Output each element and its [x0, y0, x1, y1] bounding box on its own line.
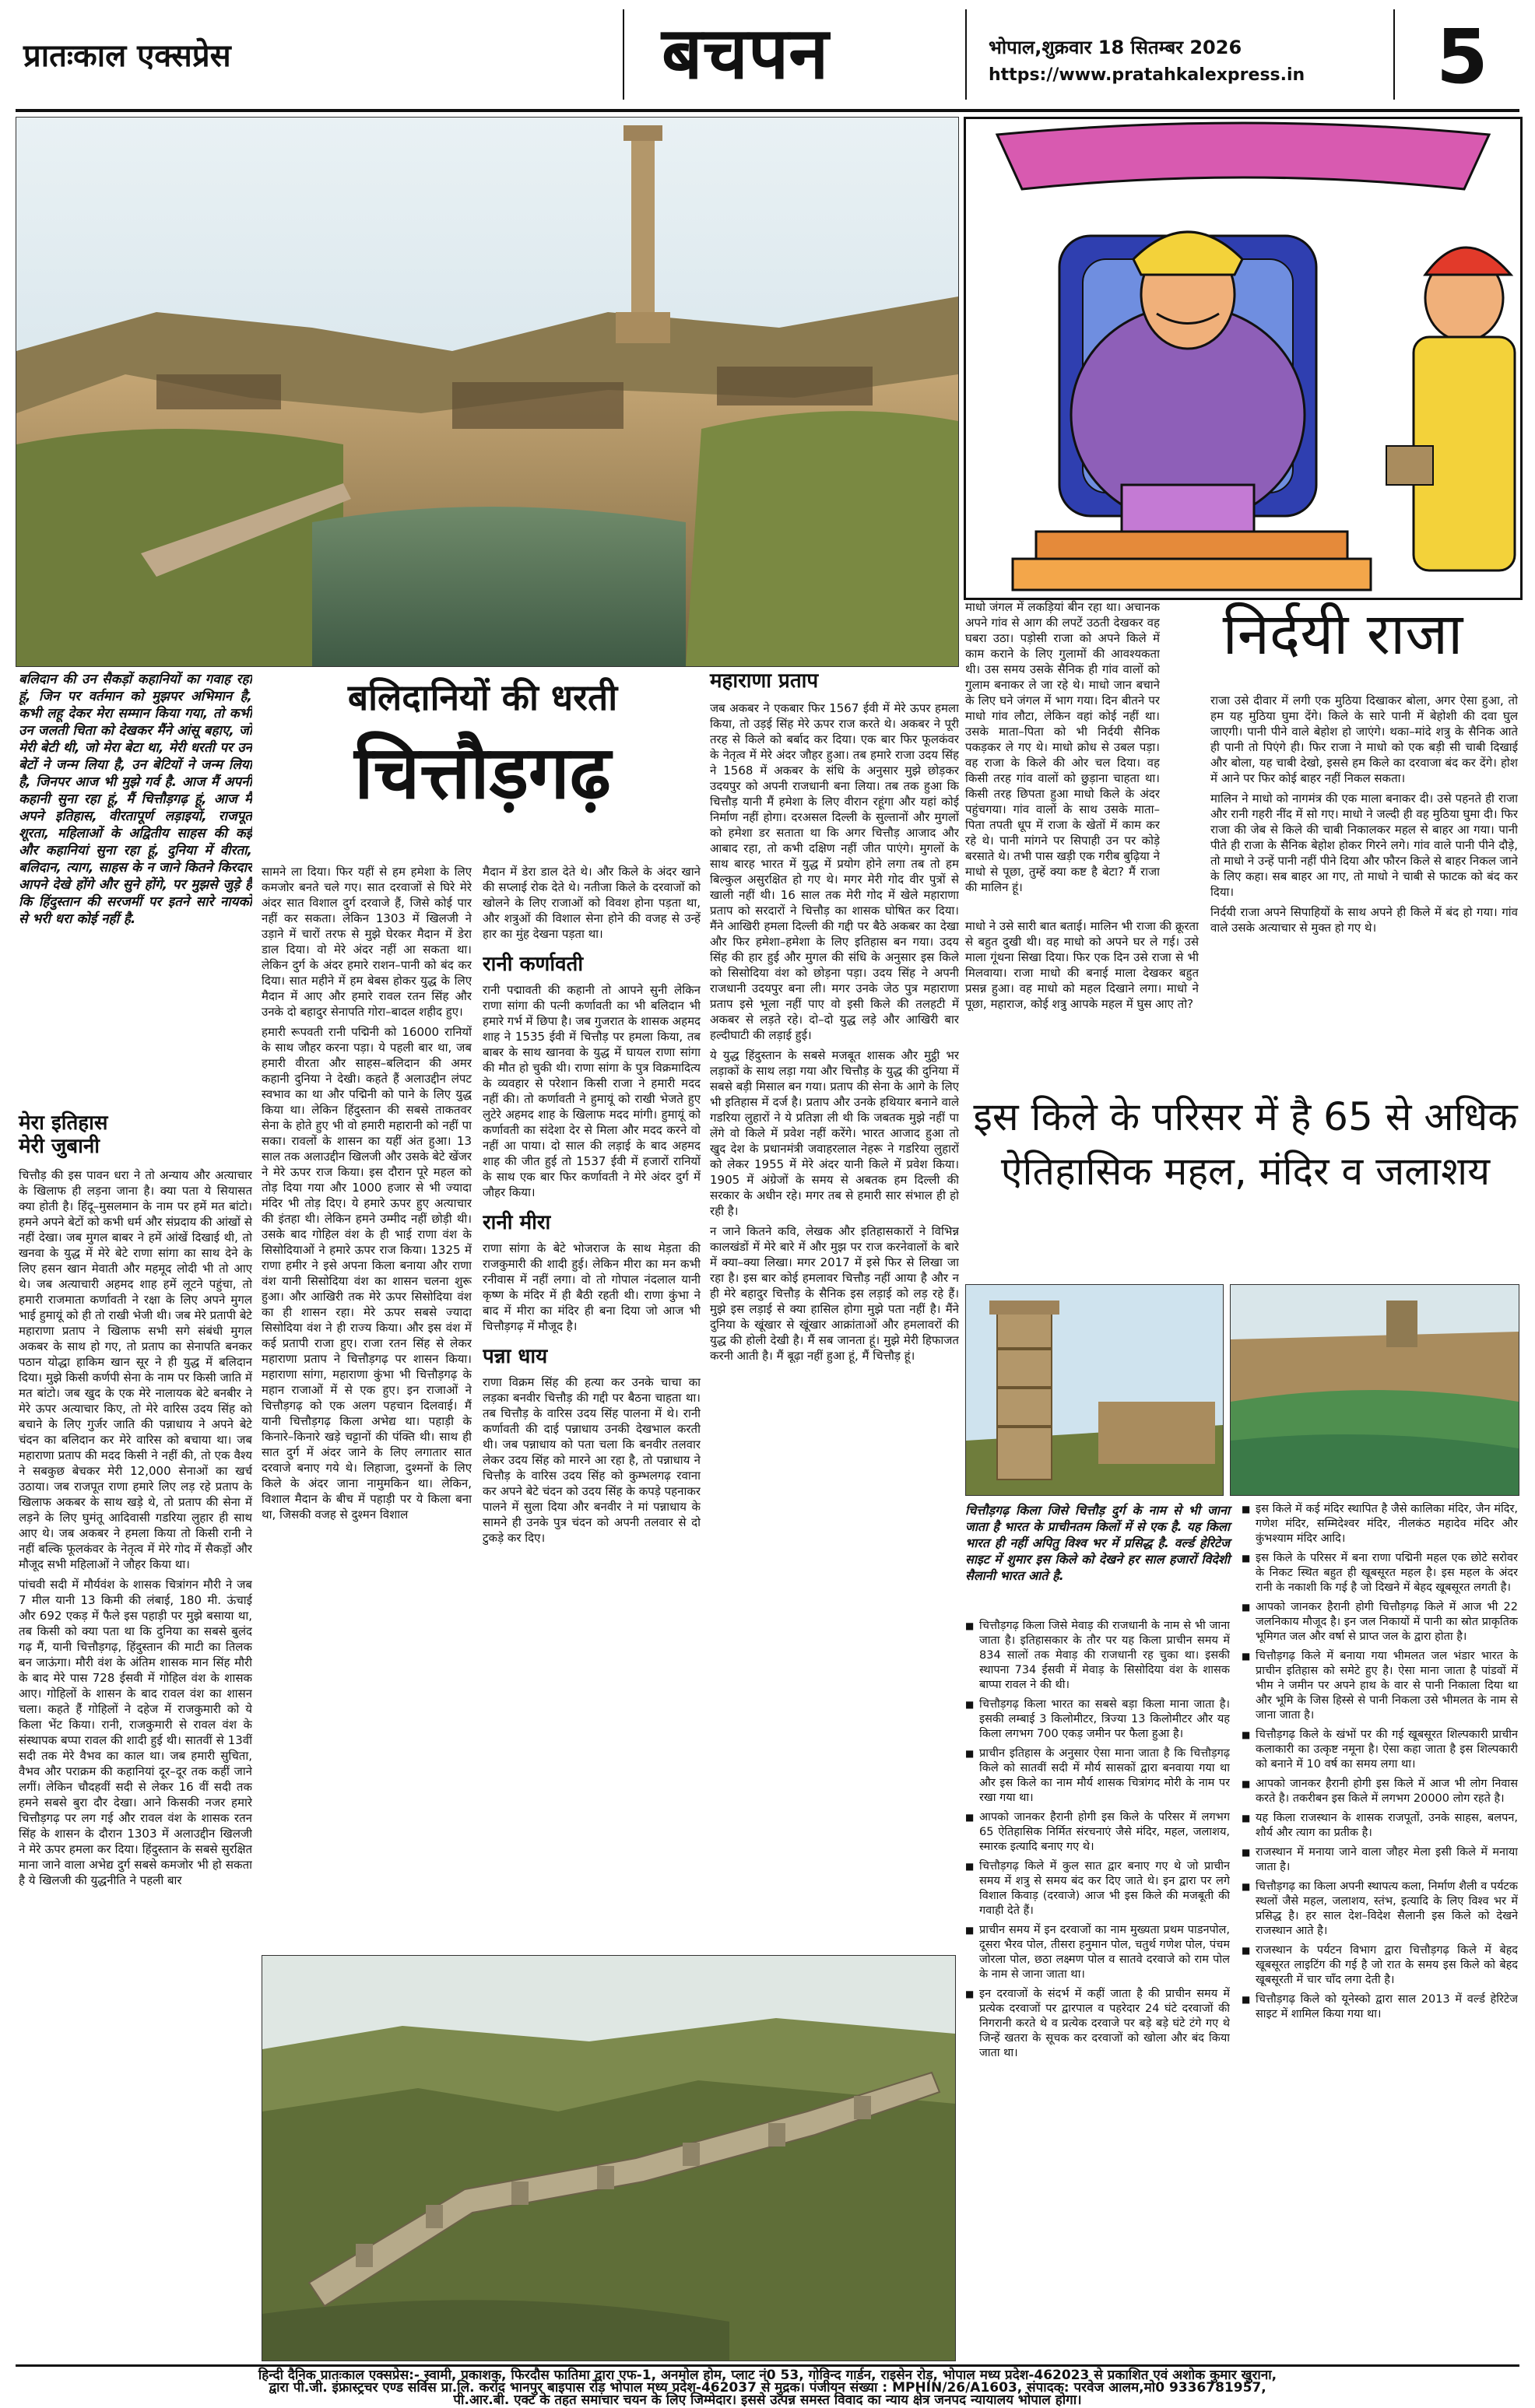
nirdayi-col3	[1210, 693, 1518, 1129]
imprint-line-3: पी.आर.बी. एक्ट के तहत समाचार चयन के लिए जिम्मेदार। इससे उत्पन्न समस्त विवाद का न्याय क्षेत्र जनपद न्यायालय भोपाल होगा।	[453, 2392, 1082, 2408]
fact-left-item: ■ चित्तौड़गढ़ किले में कुल सात द्वार बनाए गए थे जो प्राचीन समय में शत्रु से समय बंद कर दिए जाते थे। इन द्वारा पर लगे विशाल किवाड़ (दरवाजे) आज भी इस किले की मजबूती की गवाही देते हैं।	[965, 1859, 1230, 1918]
website-link[interactable]: https://www.pratahkalexpress.in	[989, 65, 1305, 85]
text-panna-dhay: राणा विक्रम सिंह की हत्या कर उनके चाचा का लड़का बनवीर चित्तौड़ की गद्दी पर बैठना चाहता था। तब चित्तौड़ के वारिस उदय सिंह पालना में थे। रानी कर्णावती की दाई पन्नाधाय उनकी देखभाल करती थी। जब पन्नाधाय को पता चला कि बनवीर तलवार लेकर उदय सिंह को मारने आ रहा है, तो पन्नाधाय ने चित्तौड़ के वारिस उदय सिंह को कुम्भलगढ़ रवाना कर अपने बेटे चंदन को उदय सिंह के कपड़े पहनाकर पालने में सुला दिया और बनवीर ने मां पन्नाधाय के सामने ही उनके पुत्र चंदन को अपनी तलवार से दो टुकड़े कर दिए।	[483, 1375, 701, 1545]
fact-right-item: ■ चित्तौड़गढ़ किले में बनाया गया भीमलत जल भंडार भारत के प्राचीन इतिहास को समेटे हुए है। ऐसा माना जाता है पांडवों में भीम ने जमीन पर अपने हाथ के वार से पानी निकाला दिया था और भूमि के जिस हिस्से से पानी निकला उसे भीमलत के नाम से जाना जाता है।	[1242, 1649, 1518, 1723]
fact-right-item: ■ इस किले के परिसर में बना राणा पद्मिनी महल एक छोटे सरोवर के निकट स्थित बहुत ही खूबसूरत महल है। इस महल के अंदर रानी के नकाशी कि गई है जो दिखने में बेहद खूबसूरत लगती है।	[1242, 1551, 1518, 1595]
imprint-line-1: हिन्दी दैनिक प्रातःकाल एक्सप्रेस:- स्वामी, प्रकाशक, फिरदौस फातिमा द्वारा एफ-1, अनमोल होम, प्लाट नं0 53, गोविन्द गार्डन, राइसेन रोड़, भोपाल मध्य प्रदेश-462023 से प्रकाशित एवं अशोक कुमार खुराना,	[258, 2368, 1277, 2383]
text-rani-karnavati: रानी पद्मावती की कहानी तो आपने सुनी लेकिन राणा सांगा की पत्नी कर्णावती का भी बलिदान भी हमारे गर्भ में छिपा है। जब गुजरात के शासक अहमद शाह ने 1535 ईवी में चित्तौड़ पर हमला किया, तब बाबर के साथ खानवा के युद्ध में घायल राणा सांगा की मौत हो चुकी थी। राणा सांगा के पुत्र विक्रमादित्य के व्यवहार से परेशान किसी राजा ने हमारी मदद नहीं की। तो कर्णावती ने हुमायूं को राखी भेजते हुए लुटेरे अहमद शाह के खिलाफ मदद मांगी। हुमायूं को कर्णावती का संदेशा देर से मिला और मदद करने वो नहीं आ पाया। दो साल की लड़ाई के बाद अहमद शाह की जीत हुई तो 1537 ईवी में हजारों रानियों के साथ एक बार फिर कर्णावती ने मेरे अंदर दुर्ग में जौहर किया।	[483, 983, 701, 1199]
story-left-subhead: मेरा इतिहास मेरी जुबानी	[19, 1111, 108, 1158]
fact-left-item: ■ इन दरवाजों के संदर्भ में कहीं जाता है की प्राचीन समय में प्रत्येक दरवाजों पर द्वारपाल व पहरेदार 24 घंटे दरवाजों की निगरानी करते थे व प्रत्येक दरवाजे पर बड़े बड़े घंटे टंगे गए थे जिन्हें खतरा के सूचक कर दरवाजों को खोला और बंद किया जाता था।	[965, 1987, 1230, 2061]
fort-headline: इस किले के परिसर में है 65 से अधिक ऐतिहासिक महल, मंदिर व जलाशय	[973, 1094, 1518, 1194]
fact-list-left	[965, 1619, 1230, 2366]
nirdayi-col3-p2: मालिन ने माधो को नागमंत्र की एक माला बनाकर दी। उसे पहनते ही राजा और रानी गहरी नींद में सो गए। माधो ने जल्दी ही वह मुठिया घुमा दी। फिर राजा की जेब से किले की चाबी निकालकर महल से बाहर आ गया। पानी पीते ही राजा के सैनिक बेहोश होकर गिरने लगे। गांव वाले पानी पीने दौड़े, तो माधो ने उन्हें पानी नहीं पीने दिया और फौरन किले से बाहर निकल जाने के लिए कहा। सब बाहर आ गए, तो माधो ने चाबी से फाटक को बंद कर दिया।	[1210, 792, 1518, 899]
subhead-rani-meera: रानी मीरा	[483, 1211, 551, 1234]
story-pratap-p2: ये युद्ध हिंदुस्तान के सबसे मजबूत शासक और मुट्ठी भर लड़ाकों के साथ लड़ा गया और चित्तौड़ के युद्ध की दुनिया में सबसे बड़ी मिसाल बन गया। प्रताप की सेना के आगे के लिए भी इतिहास में दर्ज है। प्रताप और उनके हथियार बनाने वाले गडरिया लुहारों ने ये प्रतिज्ञा ली थी कि जबतक मुझे नहीं पा लेंगे वो किले में प्रवेश नहीं करेंगे। भारत आजाद हुआ तो खुद देश के प्रधानमंत्री जवाहरलाल नेहरू ने गडरिया लुहारों को लेकर 1955 में मेरे अंदर यानी किले में प्रवेश किया। 1905 में अंग्रेजों के समय से अबतक हम दिल्ली की सरकार के अधीन रहे। मगर तब से हमारी सार संभाल ही हो रही है।	[710, 1048, 959, 1218]
story-left-column	[19, 1167, 252, 2366]
victory-tower-photo	[965, 1284, 1224, 1496]
fact-left-item: ■ आपको जानकर हैरानी होगी इस किले के परिसर में लगभग 65 ऐतिहासिक निर्मित संरचनाएं जैसे मंदिर, महल, जलाशय, स्मारक इत्यादि बनाए गए थे।	[965, 1810, 1230, 1855]
fact-right-item: ■ आपको जानकर हैरानी होगी इस किले में आज भी लोग निवास करते है। तकरीबन इस किले में लगभग 20000 लोग रहते है।	[1242, 1777, 1518, 1806]
story-left-p2: पांचवी सदी में मौर्यवंश के शासक चित्रांगन मौरी ने जब 7 मील यानी 13 किमी की लंबाई, 180 मी. ऊंचाई और 692 एकड़ में फैले इस पहाड़ी पर मुझे बसाया था, तब किसी को क्या पता था कि दुनिया का सबसे बुलंद गढ़ मैं, यानी चित्तौड़गढ़, हिंदुस्तान की माटी का तिलक बन जाऊंगा। मौरी वंश के अंतिम शासक मान सिंह मौरी के बाद मेरे पास 728 ईसवी में गोहिल वंश के शासक आए। गोहिलों के शासन के बाद रावल वंश का शासन चला। कहते हैं गोहिलों ने दहेज में राजकुमारी को ये किला भेंट किया। रानी, राजकुमारी से रावल वंश के संस्थापक बप्पा रावल की शादी हुई थी। सातवीं से 13वीं सदी तक मेरे वैभव का काल था। जब हमारी सुचिता, वैभव और पराक्रम की कहानियां दूर–दूर तक कहीं जाने लगीं। लेकिन चौदहवीं सदी से लेकर 16 वीं सदी तक हमने सबसे बुरा दौर देखा। आने किसकी नजर हमारे चित्तौड़गढ़ पर लग गई और रावल वंश के शासक रतन सिंह के शासन के दौरान 1303 में अलाउद्दीन खिलजी ने मेरे ऊपर हमला कर दिया। हिंदुस्तान के सबसे सुरक्षित माना जाने वाला अभेद्य दुर्ग सबसे कमजोर भी हो सकता है ये खिलजी की युद्धनीति ने पहली बार	[19, 1578, 252, 1887]
fort-lake-photo	[1230, 1284, 1519, 1496]
fact-left-item: ■ प्राचीन समय में इन दरवाजों का नाम मुख्यता प्रथम पाडनपोल, दूसरा भैरव पोल, तीसरा हनुमान पोल, चतुर्थ गणेश पोल, पंचम जोरला पोल, छठा लक्ष्मण पोल व सातवे दरवाजे को राम पोल के नाम से जाना जाता था।	[965, 1923, 1230, 1982]
nirdayi-col3-p3: निर्दयी राजा अपने सिपाहियों के साथ अपने ही किले में बंद हो गया। गांव वाले उसके अत्याचार से मुक्त हो गए थे।	[1210, 905, 1518, 935]
story-left-p1: चित्तौड़ की इस पावन धरा ने तो अन्याय और अत्याचार के खिलाफ ही लड़ना जाना है। क्या पता ये सियासत क्या होती है। हिंदू–मुसलमान के नाम पर हमें मत बांटो। हमने अपने बेटों को कभी धर्म और संप्रदाय की आंखों से नहीं देखा। जब मुगल बाबर ने हमें आंखें दिखाई थी, तो खनवा के युद्ध में मेरे बेटे राणा सांगा का साथ देने के लिए हसन खान मेवाती और महमूद लोदी भी तो आए थे। जब अत्याचारी अहमद शाह हमें लूटने पहुंचा, तो हमारी राजमाता कर्णावती ने रक्षा के लिए अपने मुगल भाई हुमायूं को ही तो राखी भेजी थी। जब मेरे प्रतापी बेटे महाराणा प्रताप ने खिलाफ सभी सगे संबंधी मुगल अकबर के साथ हो गए, तो प्रताप का सेनापति बनकर पठान योद्धा हाकिम खान सूर ने ही युद्ध में बलिदान दिया। मुझे किसी कर्णपी सेना के नाम पर किसी जाति में मत बांटो। जब खुद के एक मेरे नालायक बेटे बनबीर ने मेरे ऊपर अत्याचार किए, तो मेरे वारिस उदय सिंह को बचाने के लिए गुर्जर जाति की पन्नाधाय ने अपने बेटे चंदन का बलिदान कर मेरे वारिस को बचाया था। जब महाराणा प्रताप की मदद किसी ने नहीं की, तो एक वैश्य ने सबकुछ बेचकर मेरी 12,000 सेनाओं का खर्च उठाया। जब राजपूत राणा हमारे लिए लड़ रहे प्रताप के खिलाफ अकबर के साथ खड़े थे, तो प्रताप की सेना में लड़ने के लिए घुमंतू आदिवासी गडरिया लुहार ही साथ आए थे। जब अकबर ने हमला किया तो किसी रानी ने नहीं बल्कि फूलकंवर के नेतृत्व में मेरे गोद में सैकड़ों और मौजूद सभी महिलाओं ने जौहर किया था।	[19, 1168, 252, 1571]
fact-left-item: ■ प्राचीन इतिहास के अनुसार ऐसा माना जाता है कि चित्तौड़गढ़ किले को सातवीं सदी में मौर्य सासकों द्वारा बनवाया गया था और इस किले का नाम मौर्य शासक चित्रांगद मोरी के नाम पर रखा गया था।	[965, 1746, 1230, 1806]
imprint-footer	[16, 2369, 1519, 2406]
story-middle-column	[262, 864, 472, 1946]
fact-right-item: ■ यह किला राजस्थान के शासक राजपूतों, उनके साहस, बलपन, शौर्य और त्याग का प्रतीक है।	[1242, 1811, 1518, 1841]
subhead-maharana-pratap: महाराणा प्रताप	[710, 669, 819, 693]
nirdayi-col3-p1: राजा उसे दीवार में लगी एक मुठिया दिखाकर बोला, अगर ऐसा हुआ, तो हम यह मुठिया घुमा देंगे। किले के सारे पानी में बेहोशी की दवा घुल जाएगी। पानी पीने वाले बेहोश हो जाएंगे। थका–मांदे शत्रु के सैनिक आते ही पानी तो पिएंगे ही। फिर राजा ने माधो को एक बड़ी सी चाबी दिखाई और बोला, यह चाबी देखो, इससे हम किले का दरवाजा बंद कर देंगे। होश में आने पर फिर कोई बाहर नहीं निकल सकता।	[1210, 693, 1518, 785]
fact-right-item: ■ चित्तौड़गढ़ का किला अपनी स्थापत्य कला, निर्माण शैली व पर्यटक स्थलों जैसे महल, जलाशय, स्तंभ, इत्यादि के लिए विश्व भर में प्रसिद्ध है। हर साल देश–विदेश सैलानी इस किले को देखने राजस्थान आते है।	[1242, 1880, 1518, 1939]
fort-wall-photo	[262, 1955, 956, 2361]
fact-left-item: ■ चित्तौड़गढ़ किला जिसे मेवाड़ की राजधानी के नाम से भी जाना जाता है। इतिहासकार के तौर पर यह किला प्राचीन समय में 834 सालों तक मेवाड़ की राजधानी रह चुका था। इसकी स्थापना 734 ईसवी में मेवाड़ के सिसोदिया वंश के शासक बाप्पा रावल ने की थी।	[965, 1619, 1230, 1693]
nirdayi-title: निर्दयी राजा	[1222, 601, 1463, 668]
nirdayi-col1: माधो जंगल में लकड़ियां बीन रहा था। अचानक अपने गांव से आग की लपटें उठती देखकर वह घबरा उठा। पड़ोसी राजा को अपने किले में काम कराने के लिए गुलामों की आवश्यकता थी। उस समय उसके सैनिक ही गांव वालों को गुलाम बनाकर ले जा रहे थे। माधो जान बचाने के लिए घने जंगल में भाग गया। दिन बीतने पर माधो गांव लौटा, लेकिन वहां कोई नहीं था। उसके माता–पिता को भी निर्दयी सैनिक पकड़कर ले गए थे। माधो क्रोध से उबल पड़ा। वह राजा के किले की ओर चल दिया। वह किसी तरह गांव वालों को छुड़ाना चाहता था। किसी तरह छिपता हुआ माधो किले के अंदर पहुंचगया। गांव वालों के साथ उसके माता–पिता तपती धूप में राजा के खेतों में काम कर रहे थे। पानी मांगने पर सिपाही उन पर कोड़े बरसाते थे। तभी पास खड़ी एक गरीब बुढ़िया ने माधो से पूछा, तुम्हें क्या कष्ट है बेटा? मैं राजा की मालिन हूं।	[965, 600, 1160, 894]
story-middle-p1: सामने ला दिया। फिर यहीं से हम हमेशा के लिए कमजोर बनते चले गए। सात दरवाजों से घिरे मेरे अंदर सात विशाल दुर्ग दरवाजे हैं, जिसे कोई पार नहीं कर सकता। लेकिन 1303 में खिलजी ने उड़ाने में चारों तरफ से मुझे घेरकर मैदान में डेरा डाल दिया। वो मेरे अंदर नहीं आ सकता था। लेकिन दुर्ग के अंदर हमारे राशन–पानी को बंद कर दिया। सात महीने में हम बेबस होकर युद्ध के लिए मैदान में आए और हमारे रावल रतन सिंह और उनके दो बहादुर सेनापति गोरा–बादल शहीद हुए।	[262, 865, 472, 1019]
masthead	[0, 0, 1535, 109]
nirdayi-col2: माधो ने उसे सारी बात बताई। मालिन भी राजा की क्रूरता से बहुत दुखी थी। वह माधो को अपने घर ले गई। उसे माला गूंथना सिखा दिया। फिर एक दिन उसे राजा से भी मिलवाया। राजा माधो की बनाई माला देखकर बहुत प्रसन्न हुआ। वह माधो को महल दिखाने लगा। माधो ने पूछा, महाराज, कोई शत्रु आपके महल में घुस आए तो?	[965, 919, 1199, 1011]
cartoon-frame	[964, 117, 1523, 600]
fact-right-item: ■ आपको जानकर हैरानी होगी चित्तौड़गढ़ किले में आज भी 22 जलनिकाय मौजूद है। इन जल निकायों में पानी का स्रोत प्राकृतिक भूमिगत जल और वर्षा से प्राप्त जल के द्वारा होता है।	[1242, 1600, 1518, 1645]
subhead-rani-karnavati: रानी कर्णावती	[483, 953, 584, 976]
headline-title: चित्तौड़गढ़	[354, 731, 611, 816]
imprint-line-2: द्वारा पी.जी. इंफ्रास्ट्रचर एण्ड सर्विस प्रा.लि. करोंद भानपुर बाइपास रोड़ भोपाल मध्य प्रदेश-462037 से मुद्रक। पंजीयन संख्या : MPHIN/26/A1603, संपादक: परवेज आलम,मो0 9336781957,	[269, 2380, 1266, 2396]
page-number: 5	[1436, 13, 1488, 100]
fact-right-item: ■ इस किले में कई मंदिर स्थापित है जैसे कालिका मंदिर, जैन मंदिर, गणेश मंदिर, सम्मिदेश्वर मंदिर, नीलकंठ महादेव मंदिर और कुंभश्याम मंदिर आदि।	[1242, 1502, 1518, 1546]
dateline: भोपाल,शुक्रवार 18 सितम्बर 2026	[989, 37, 1242, 58]
story-pratap-p1: जब अकबर ने एकबार फिर 1567 ईवी में मेरे ऊपर हमला किया, तो उड़ई सिंह मेरे ऊपर राज करते थे। अकबर ने पूरी तरह से किले को बर्बाद कर दिया। एक बार फिर फूलकंवर के नेतृत्व में मेरे अंदर जौहर हुआ। तब हमारे राजा उदय सिंह ने 1568 में अकबर के संधि के अनुसार मुझे छोड़कर उदयपुर को अपनी राजधानी बना लिया। तब तक हुआ कि चित्तौड़ यानी मैं हमेशा के लिए वीरान रहूंगा और यहां कोई निर्माण नहीं होगा। दरअसल दिल्ली के सुल्तानों और मुगलों को हमेशा डर सताता था कि अगर चित्तौड़ आजाद और आबाद रहा, तो कभी दक्षिण नहीं जीत पाएंगे। मुगलों के साथ बारह भारत में युद्ध में प्रयोग होने लगा तब तो हम बिल्कुल असुरक्षित हो गए थे। मगर मेरी गोद वीर पुत्रों से खाली नहीं थी। 16 साल तक मेरी गोद में खेले महाराणा प्रताप को सरदारों ने चित्तौड़ का शासक घोषित कर दिया। मैंने आखिरी हमला दिल्ली की गद्दी पर बैठे अकबर का देखा और फिर हमेशा–हमेशा के लिए इतिहास बन गया। उदय सिंह की हार हुई और मुगल की संधि के अनुसार इस किले को सिसोदिया वंश को छोड़ना पड़ा। उदय सिंह ने अपनी राजधानी उदयपुर बना ली। मगर उनके जेठ पुत्र महाराणा प्रताप इसे भूला नहीं पाए वो इसी किले की तलहटी में अकबर से लड़ते रहे। दो–दो युद्ध लड़े और आखिरी बार हल्दीघाटी की लड़ाई हुई।	[710, 701, 959, 1042]
left-intro: बलिदान की उन सैकड़ों कहानियों का गवाह रहा हूं, जिन पर वर्तमान को मुझपर अभिमान है, कभी लहू देकर मेरा सम्मान किया गया, तो कभी उन जलती चिता को देखकर मैंने आंसू बहाए, जो मेरी बेटी थी, जो मेरा बेटा था, मेरी धरती पर उन बेटों ने जन्म लिया है, उन बेटियों ने जन्म लिया है, जिनपर आज भी मुझे गर्व है. आज मैं अपनी कहानी सुना रहा हूं, मैं चित्तौड़गढ़ हूं, आज मैं अपने इतिहास, वीरतापूर्ण लड़ाइयों, राजपूत शूरता, महिलाओं के अद्वितीय साहस की कई और कहानियां सुना रहा हूं, दुनिया में वीरता, बलिदान, त्याग, साहस के न जाने कितने किरदार आपने देखे होंगे और सुने होंगे, पर मुझसे जुड़े हैं कि हिंदुस्तान की सरजमीं पर इतने सारे नायकों से भरी धरा कोई नहीं है.	[19, 672, 252, 927]
fact-right-item: ■ चित्तौड़गढ़ किले को यूनेस्को द्वारा साल 2013 में वर्ल्ड हेरिटेज साइट में शामिल किया गया था।	[1242, 1992, 1518, 2022]
fact-right-item: ■ राजस्थान में मनाया जाने वाला जौहर मेला इसी किले में मनाया जाता है।	[1242, 1845, 1518, 1875]
story-middle-p2: हमारी रूपवती रानी पद्मिनी को 16000 रानियों के साथ जौहर करना पड़ा। ये पहली बार था, जब हमारी वीरता और साहस–बलिदान की अमर कहानी दुनिया ने देखी। कहते हैं अलाउद्दीन लंपट स्वभाव का था और पद्मिनी को पाने के लिए युद्ध किया था। लेकिन हिंदुस्तान की सबसे ताकतवर सेना के होते हुए भी वो हमारी महारानी को नहीं पा सका। रावलों के शासन का यहीं अंत हुआ। 13 साल तक अलाउद्दीन खिलजी और उसके बेटे खेंजर ने मेरे ऊपर राज किया। इस दौरान पूरे महल को तोड़ दिया गया और 1000 हजार से भी ज्यादा मंदिर भी तोड़ दिए। ये हमारे ऊपर हुए अत्याचार की इंतहा थी। लेकिन हमने उम्मीद नहीं छोड़ी थी। उसके बाद गोहिल वंश के ही भाई राणा वंश के सिसोदियाओं ने हमारे ऊपर राज किया। 1325 में राणा हमीर ने इसे अपना किला बनाया और राणा वंश यानी सिसोदिया वंश का शासन चलना शुरू हुआ। और आखिरी तक मेरे ऊपर सिसोदिया वंश का ही शासन रहा। मेरे ऊपर सबसे ज्यादा सिसोदिया वंश ने ही राज्य किया। और इस वंश में कई प्रतापी राजा हुए। राजा रतन सिंह से लेकर महाराणा प्रताप ने चित्तौड़गढ़ पर शासन किया। महाराणा सांगा, महाराणा कुंभा भी चित्तौड़गढ़ के महान राजाओं में से एक हुए। इन राजाओं ने चित्तौड़गढ़ को एक अलग पहचान दिलवाई। मैं यानी चित्तौड़गढ़ किला अभेद्य था। पहाड़ी के किनारे–किनारे खड़े चट्टानों की पंक्ति थी। साथ ही सात दुर्ग में अंदर जाने के लिए लगातार सात दरवाजे बनाए गये थे। लिहाजा, दुश्मनों के लिए किले के अंदर जाना नामुमकिन था। लेकिन, विशाल मैदान के बीच में पहाड़ी पर ये किला बना था, जिसकी वजह से दुश्मन विशाल	[262, 1025, 472, 1522]
story-pratap-p3: न जाने कितने कवि, लेखक और इतिहासकारों ने विभिन्न कालखंडों में मेरे बारे में और मुझ पर राज करनेवालों के बारे में क्या–क्या लिखा। मगर 2017 में इसे फिर से लिखा जा रहा है। इस बार कोई हमलावर चित्तौड़ नहीं आया है और न ही मेरे बहादुर चित्तौड़ के सैनिक इस लड़ाई को लड़ रहे हैं। मुझे इस लड़ाई से क्या हासिल होगा मुझे पता नहीं है। मैंने दुनिया के खूंखार से खूंखार आक्रांताओं और हमलावरों की युद्ध की होली देखी है। मैं सब जानता हूं। मुझे मेरी हिफाजत करनी आती है। मैं बूढ़ा नहीं हुआ हूं, मैं चित्तौड़ हूं।	[710, 1224, 959, 1363]
story-pratap-column	[710, 700, 959, 1946]
fort-landscape-photo	[16, 117, 959, 667]
king-cartoon-illustration	[966, 119, 1520, 598]
fact-left-item: ■ चित्तौड़गढ़ किला भारत का सबसे बड़ा किला माना जाता है। इसकी लम्बाई 3 किलोमीटर, त्रिज्या 13 किलोमीटर और यह किला लगभग 700 एकड़ जमीन पर फैला हुआ है।	[965, 1697, 1230, 1742]
fact-right-item: ■ चित्तौड़गढ़ किले के खंभों पर की गई खूबसूरत शिल्पकारी प्राचीन कलाकारी का उत्कृष्ट नमूना है। ऐसा कहा जाता है इस शिल्पकारी को बनाने में 10 वर्ष का समय लगा था।	[1242, 1728, 1518, 1772]
subhead-panna-dhay: पन्ना धाय	[483, 1345, 548, 1368]
fact-right-item: ■ राजस्थान के पर्यटन विभाग द्वारा चित्तौड़गढ़ किले में बेहद खूबसूरत लाइटिंग की गई है जो रात के समय इस किले को बेहद खूबसूरती में चार चाँद लगा देती है।	[1242, 1943, 1518, 1988]
fact-list-right	[1242, 1502, 1518, 2366]
section-title: बचपन	[662, 12, 829, 95]
text-rani-meera: राणा सांगा के बेटे भोजराज के साथ मेड़ता की राजकुमारी की शादी हुई। लेकिन मीरा का मन कभी रनीवास में नहीं लगा। वो तो गोपाल नंदलाल यानी कृष्ण के मंदिर में ही बैठी रहती थी। राणा कुंभा ने बाद में मीरा का मंदिर ही बना दिया जो आज भी चित्तौड़गढ़ में मौजूद है।	[483, 1241, 701, 1333]
fact-box-intro: चित्तौड़गढ़ किला जिसे चित्तौड़ दुर्ग के नाम से भी जाना जाता है भारत के प्राचीनतम किलों में से एक है. यह किला भारत ही नहीं अपितु विश्व भर में प्रसिद्ध है. वर्ल्ड हेरिटेज साइट में शुमार इस किले को देखने हर साल हजारों विदेशी सैलानी भारत आते है.	[965, 1503, 1230, 1583]
story-center-column	[483, 864, 701, 1946]
headline-kicker: बलिदानियों की धरती	[347, 676, 618, 718]
paper-name: प्रातःकाल एक्सप्रेस	[23, 37, 231, 74]
story-center-intro: मैदान में डेरा डाल देते थे। और किले के अंदर खाने की सप्लाई रोक देते थे। नतीजा किले के दरवाजों को खोलने के लिए राजाओं को विवश होना पड़ता था, और शत्रुओं की विशाल सेना होने की वजह से उन्हें हार का मुंह देखना पड़ता था।	[483, 865, 701, 941]
